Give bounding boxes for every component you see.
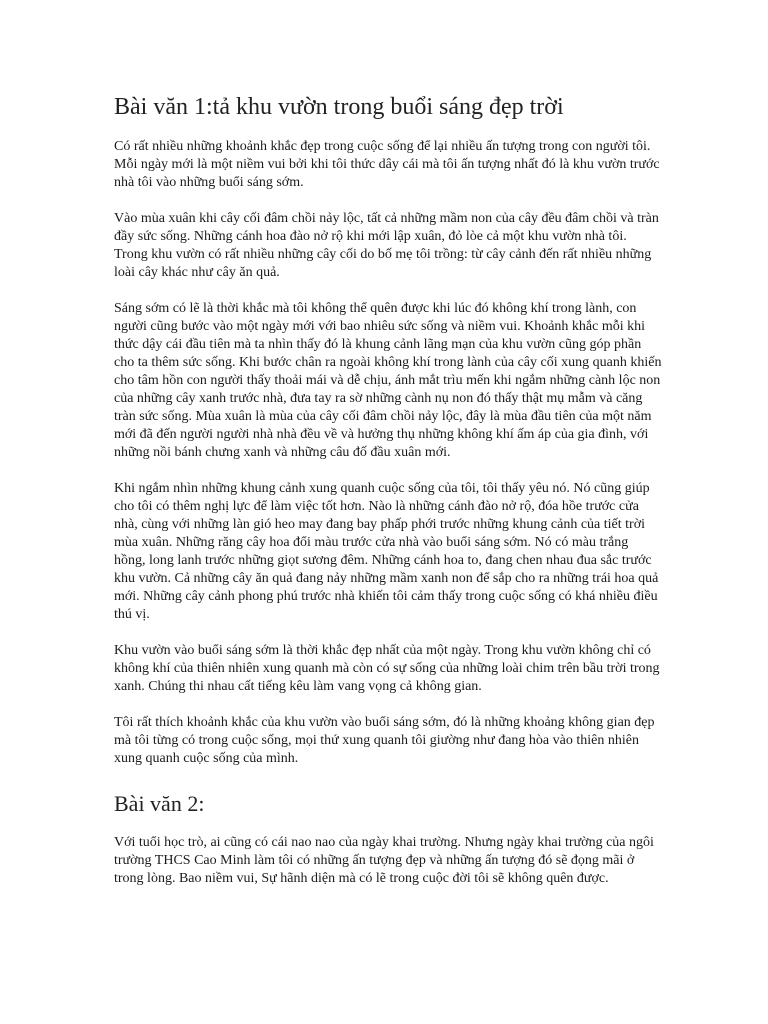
- document-page: [114, 92, 662, 906]
- essay-2-title: Bài văn 2:: [114, 791, 205, 816]
- essay-1-paragraph-1: Có rất nhiều những khoảnh khắc đẹp trong cuộc sống để lại nhiều ấn tượng trong con người tôi. Mỗi ngày mới là một niềm vui bởi khi tôi thức dây cái mà tôi ấn tượng nhất đó là khu vườn trước nhà tôi vào những buổi sáng sớm.: [114, 139, 660, 190]
- essay-1-paragraph-4: Khi ngắm nhìn những khung cảnh xung quanh cuộc sống của tôi, tôi thấy yêu nó. Nó cũng giúp cho tôi có thêm nghị lực để làm việc tốt hơn. Nào là những cánh đào nở rộ, đóa hồe trước cửa nhà, cùng với những làn gió heo may đang bay phấp phới trước những khung cảnh của tiết trời mùa xuân. Những răng cây hoa đổi màu trước cửa nhà vào buổi sáng sớm. Nó có màu trắng hồng, long lanh trước những giọt sương đêm. Những cánh hoa to, đang chen nhau đua sắc trước khu vườn. Cả những cây ăn quả đang nảy những mầm xanh non để sắp cho ra những trái hoa quả mới. Những cây cảnh phong phú trước nhà khiến tôi cảm thấy trong cuộc sống có khá nhiều điều thú vị.: [114, 481, 659, 622]
- essay-1-title: Bài văn 1:tả khu vườn trong buổi sáng đẹp trời: [114, 94, 564, 120]
- essay-1-paragraph-6: Tôi rất thích khoảnh khắc của khu vườn vào buổi sáng sớm, đó là những khoảng không gian đẹp mà tôi từng có trong cuộc sống, mọi thứ xung quanh tôi giường như đang hòa vào thiên nhiên xung quanh cuộc sống của mình.: [114, 715, 655, 766]
- essay-1-paragraph-3: Sáng sớm có lẽ là thời khắc mà tôi không thể quên được khi lúc đó không khí trong lành, con người cũng bước vào một ngày mới với bao nhiêu sức sống và niềm vui. Khoảnh khắc mỗi khi thức dậy cái đầu tiên mà ta nhìn thấy đó là khung cảnh lãng mạn của khu vườn cũng góp phần cho ta thêm sức sống. Khi bước chân ra ngoài không khí trong lành của cây cối xung quanh khiến cho tâm hồn con người thấy thoải mái và dễ chịu, ánh mắt trìu mến khi ngắm những cành lộc non của những cây xanh trước nhà, đưa tay ra sờ những cành nụ non đó thấy thật mụ mẫm và căng tràn sức sống. Mùa xuân là mùa của cây cối đâm chồi nảy lộc, đây là mùa đầu tiên của một năm mới đã đến người người nhà nhà đều về và hưởng thụ những không khí ấm áp của gia đình, với những nồi bánh chưng xanh và những câu đố đầu xuân mới.: [114, 301, 662, 460]
- essay-1-paragraph-5: Khu vườn vào buổi sáng sớm là thời khắc đẹp nhất của một ngày. Trong khu vườn không chỉ có không khí của thiên nhiên xung quanh mà còn có sự sống của những loài chim trên bầu trời trong xanh. Chúng thi nhau cất tiếng kêu làm vang vọng cả không gian.: [114, 643, 660, 694]
- essay-1-paragraph-2: Vào mùa xuân khi cây cối đâm chồi nảy lộc, tất cả những mầm non của cây đều đâm chồi và tràn đầy sức sống. Những cánh hoa đào nở rộ khi mới lập xuân, đỏ lòe cả một khu vườn nhà tôi. Trong khu vườn có rất nhiều những cây cối do bố mẹ tôi trồng: từ cây cảnh đến rất nhiều những loài cây khác như cây ăn quả.: [114, 211, 659, 280]
- essay-2-paragraph-1: Với tuổi học trò, ai cũng có cái nao nao của ngày khai trường. Nhưng ngày khai trường của ngôi trường THCS Cao Minh làm tôi có những ấn tượng đẹp và những ấn tượng đó sẽ đọng mãi ở trong lòng. Bao niềm vui, Sự hãnh diện mà có lẽ trong cuộc đời tôi sẽ không quên được.: [114, 835, 654, 886]
